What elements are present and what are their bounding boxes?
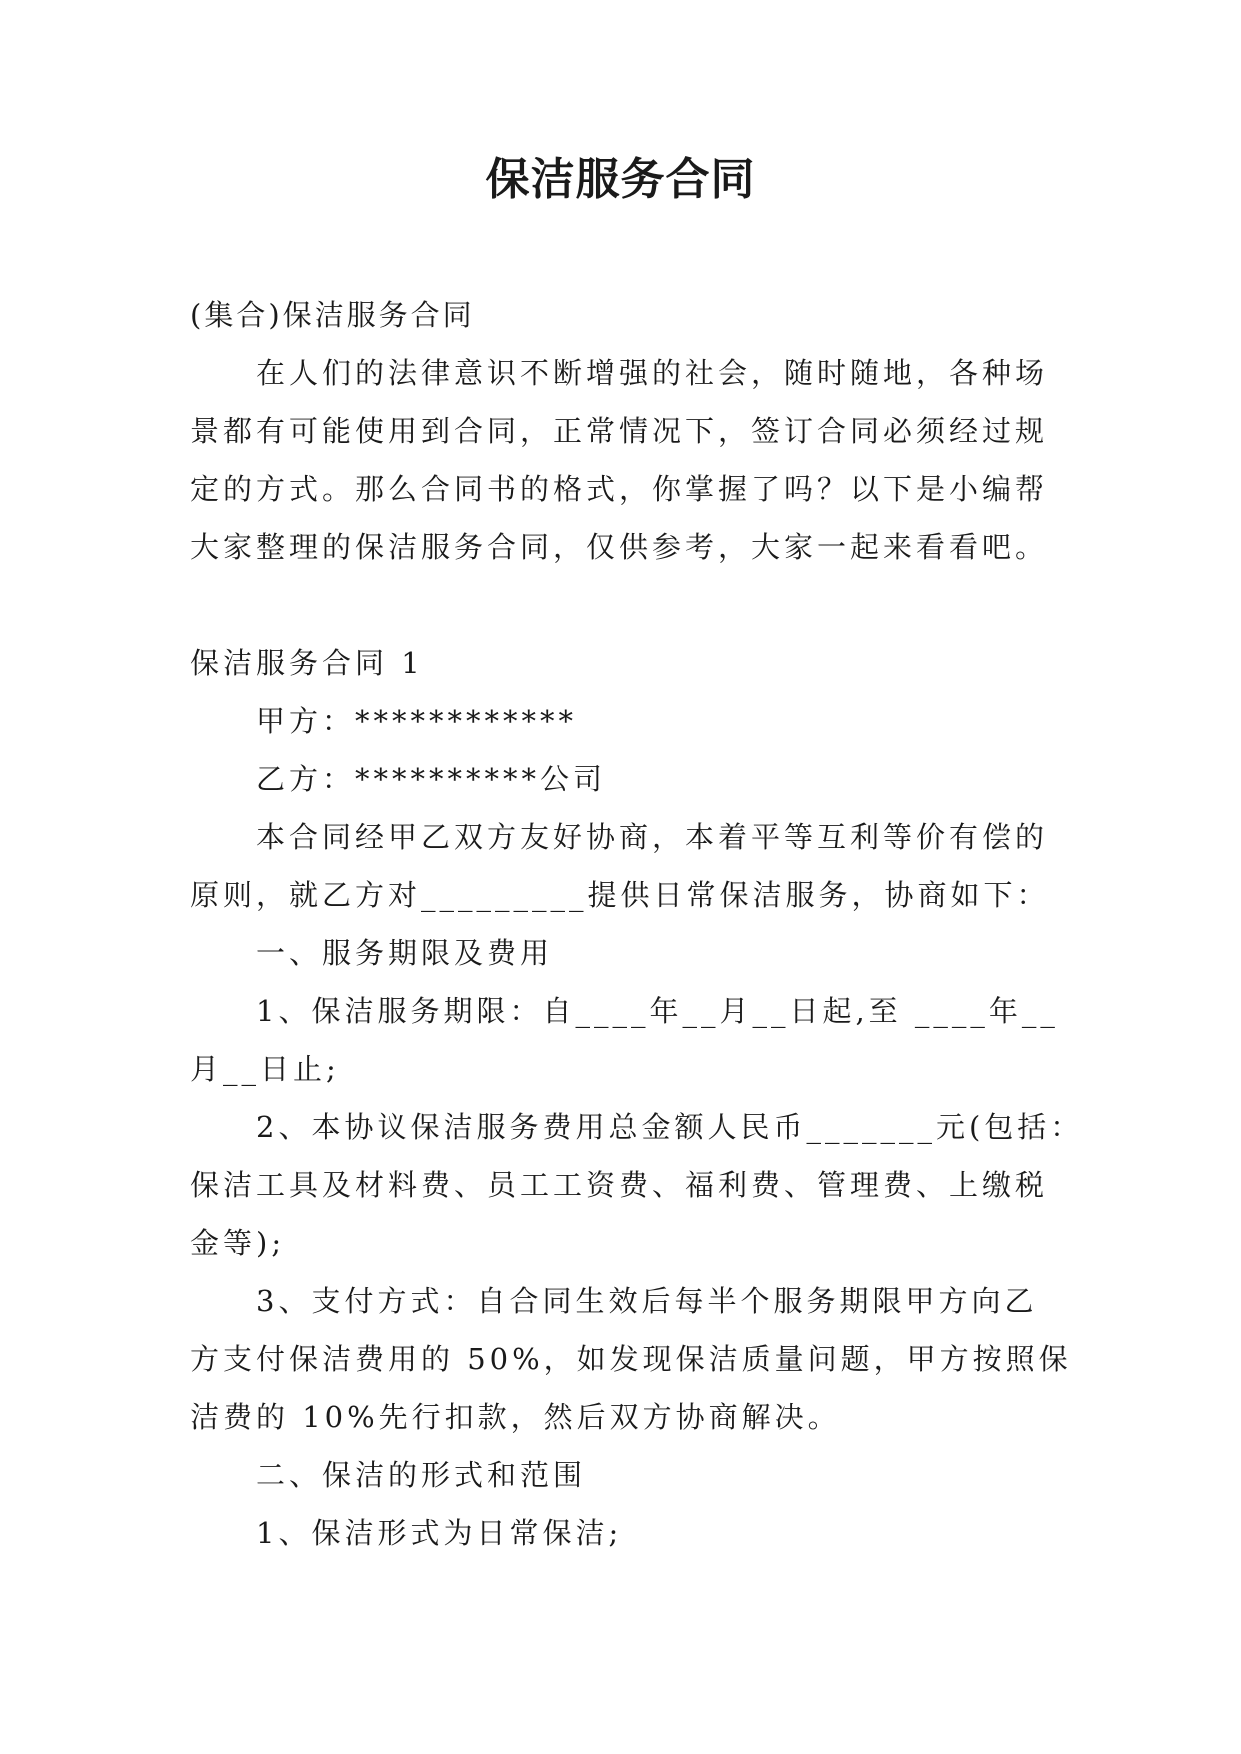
intro-line-3: 定的方式。那么合同书的格式，你掌握了吗？以下是小编帮 xyxy=(190,472,1049,506)
party-a: 甲方：************ xyxy=(256,704,578,738)
paragraph-gap xyxy=(190,576,1070,634)
clause1-item2-line-1: 2、本协议保洁服务费用总金额人民币_______元(包括： xyxy=(256,1110,1084,1144)
clause1-item3-line-3: 洁费的 10%先行扣款，然后双方协商解决。 xyxy=(190,1400,841,1434)
clause1-item1-line-1: 1、保洁服务期限：自____年__月__日起,至 ____年__ xyxy=(256,994,1059,1028)
clause1-item2-line-2: 保洁工具及材料费、员工工资费、福利费、管理费、上缴税 xyxy=(190,1168,1049,1202)
clause1-item3-line-1: 3、支付方式：自合同生效后每半个服务期限甲方向乙 xyxy=(256,1284,1038,1318)
intro-line-1: 在人们的法律意识不断增强的社会，随时随地，各种场 xyxy=(256,356,1049,390)
document-title: 保洁服务合同 xyxy=(485,154,756,205)
clause1-item3-line-2: 方支付保洁费用的 50%，如发现保洁质量问题，甲方按照保 xyxy=(190,1342,1072,1376)
document-subtitle: (集合)保洁服务合同 xyxy=(190,298,475,332)
clause1-item2-line-3: 金等); xyxy=(190,1226,286,1260)
preamble-line-2: 原则，就乙方对_________提供日常保洁服务，协商如下： xyxy=(190,878,1050,912)
clause2-item1: 1、保洁形式为日常保洁; xyxy=(256,1516,623,1550)
preamble-line-1: 本合同经甲乙双方友好协商，本着平等互利等价有偿的 xyxy=(256,820,1049,854)
intro-line-2: 景都有可能使用到合同，正常情况下，签订合同必须经过规 xyxy=(190,414,1049,448)
party-b: 乙方：**********公司 xyxy=(256,762,607,796)
clause1-heading: 一、服务期限及费用 xyxy=(256,936,554,970)
clause2-heading: 二、保洁的形式和范围 xyxy=(256,1458,587,1492)
section-title: 保洁服务合同 1 xyxy=(190,646,424,680)
clause1-item1-line-2: 月__日止; xyxy=(190,1052,340,1086)
intro-line-4: 大家整理的保洁服务合同，仅供参考，大家一起来看看吧。 xyxy=(190,530,1049,564)
document-body xyxy=(190,286,1084,1562)
